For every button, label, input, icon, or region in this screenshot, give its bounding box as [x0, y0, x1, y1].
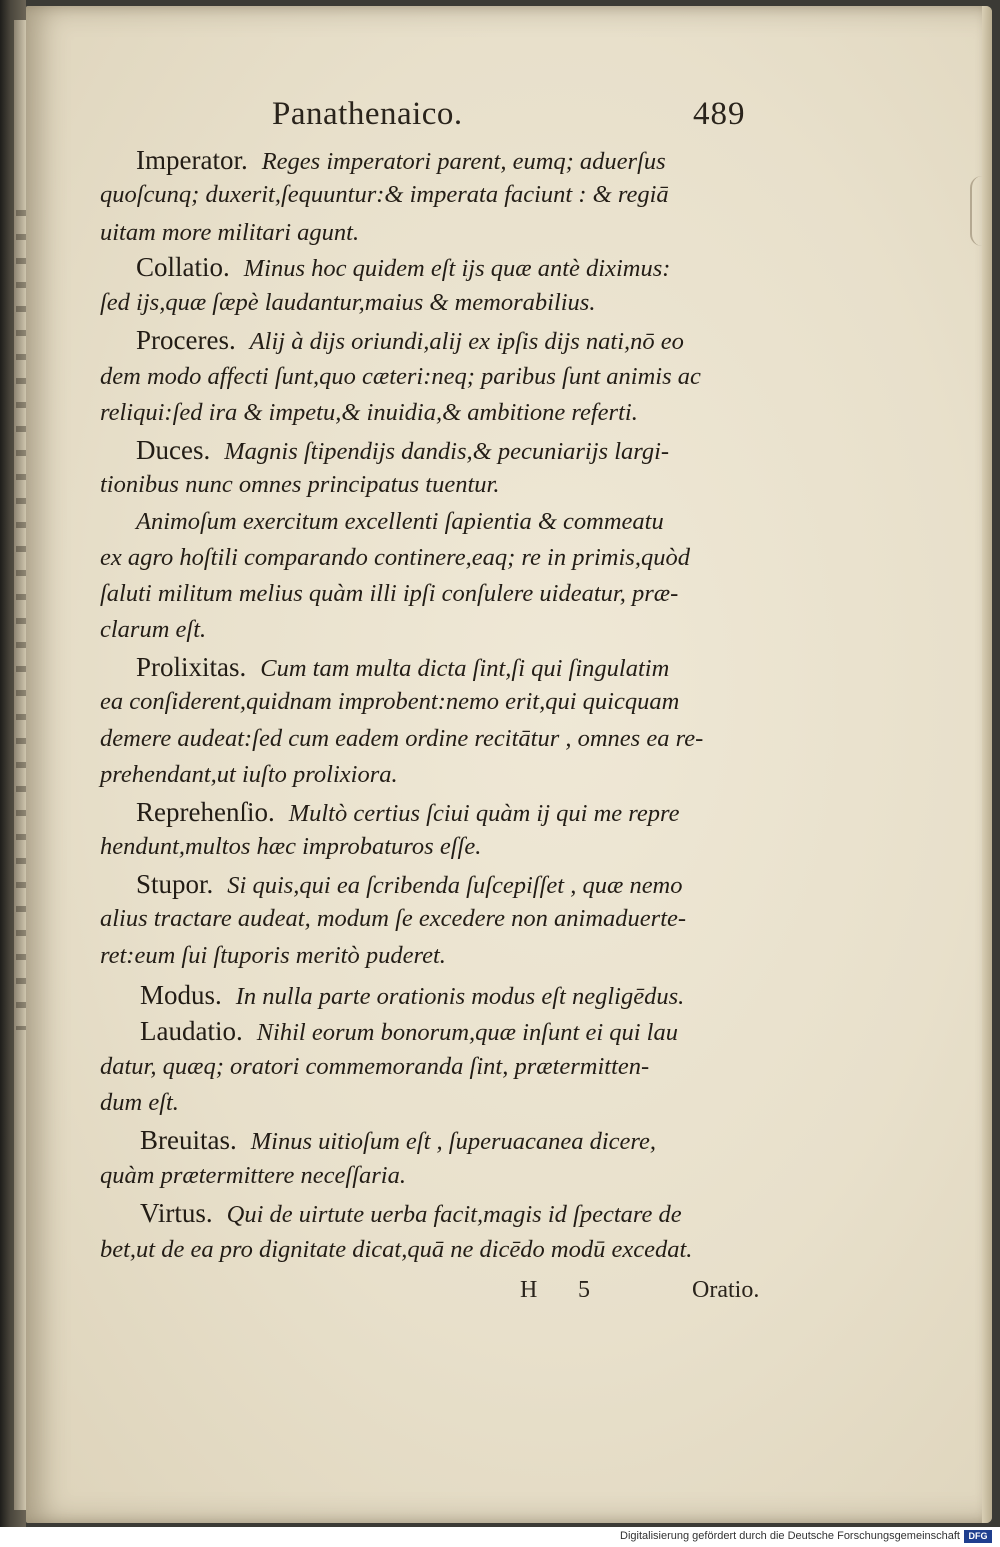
text-line — [136, 871, 683, 899]
line-text: quoſcunq; duxerit,ſequuntur:& imperata faciunt : & regiā — [100, 181, 669, 208]
text-line — [100, 690, 679, 715]
section-heading: Imperator. — [136, 145, 248, 175]
section-heading: Prolixitas. — [136, 652, 247, 682]
line-text: uitam more militari agunt. — [100, 219, 360, 246]
page-number: 489 — [693, 96, 746, 132]
text-line — [100, 1091, 179, 1116]
line-text: quàm prætermittere neceſſaria. — [100, 1162, 406, 1189]
line-text: Animoſum exercitum excellenti ſapientia & commeatu — [136, 508, 664, 535]
section-heading: Duces. — [136, 435, 211, 465]
line-text: ſed ijs,quæ ſæpè laudantur,maius & memorabilius. — [100, 289, 596, 316]
text-line — [100, 221, 359, 246]
section-heading: Virtus. — [140, 1198, 213, 1228]
signature-mark: H — [520, 1277, 538, 1303]
text-line — [100, 1055, 649, 1080]
text-line — [100, 473, 499, 498]
text-line — [100, 183, 669, 208]
section-heading: Breuitas. — [140, 1125, 237, 1155]
text-line — [136, 437, 669, 465]
section-heading: Reprehenſio. — [136, 797, 275, 827]
line-text: Cum tam multa dicta ſint,ſi qui ſingulatim — [260, 655, 670, 682]
section-heading: Stupor. — [136, 869, 214, 899]
line-text: Minus hoc quidem eſt ijs quæ antè diximus: — [243, 255, 671, 282]
text-line — [100, 1238, 692, 1263]
line-text: prehendant,ut iuſto prolixiora. — [100, 761, 398, 788]
line-text: hendunt,multos hæc improbaturos eſſe. — [100, 833, 482, 860]
text-line — [100, 582, 678, 607]
text-line — [140, 1127, 656, 1155]
text-line — [100, 944, 446, 969]
line-text: Si quis,qui ea ſcribenda ſuſcepiſſet , quæ nemo — [227, 872, 683, 899]
text-line — [136, 254, 670, 282]
line-text: demere audeat:ſed cum eadem ordine recitātur , omnes ea re- — [100, 725, 704, 752]
section-heading: Collatio. — [136, 252, 230, 282]
dfg-logo: DFG — [964, 1530, 992, 1543]
line-text: tionibus nunc omnes principatus tuentur. — [100, 471, 500, 498]
line-text: dum eſt. — [100, 1089, 179, 1116]
previous-page-edge — [14, 20, 26, 1510]
text-line — [100, 727, 703, 752]
line-text: Minus uitioſum eſt , ſuperuacanea dicere, — [250, 1128, 657, 1155]
text-line — [136, 327, 684, 355]
line-text: datur, quæq; oratori commemoranda ſint, prætermitten- — [100, 1053, 650, 1080]
text-line — [100, 291, 595, 316]
text-line — [140, 982, 684, 1010]
line-text: ea conſiderent,quidnam improbent:nemo erit,qui quicquam — [100, 688, 680, 715]
line-text: alius tractare audeat, modum ſe excedere non animaduerte- — [100, 905, 687, 932]
text-line — [140, 1018, 678, 1046]
section-heading: Laudatio. — [140, 1016, 243, 1046]
previous-page-text-fragment — [16, 210, 26, 1030]
text-line — [100, 907, 686, 932]
line-text: ret:eum ſui ſtuporis meritò puderet. — [100, 942, 446, 969]
catchword: Oratio. — [692, 1277, 760, 1303]
text-line — [100, 546, 690, 571]
signature-number: 5 — [578, 1277, 590, 1303]
text-line — [136, 147, 666, 175]
line-text: ex agro hoſtili comparando continere,eaq; re in primis,quòd — [100, 544, 690, 571]
line-text: dem modo affecti ſunt,quo cæteri:neq; paribus ſunt animis ac — [100, 363, 701, 390]
line-text: clarum eſt. — [100, 616, 207, 643]
text-line — [100, 618, 206, 643]
line-text: Multò certius ſciui quàm ij qui me repre — [288, 800, 680, 827]
footer-credit: Digitalisierung gefördert durch die Deutsche Forschungsgemeinschaft — [620, 1530, 960, 1542]
line-text: reliqui:ſed ira & impetu,& inuidia,& ambitione referti. — [100, 399, 638, 426]
text-line — [100, 763, 398, 788]
line-text: Magnis ſtipendijs dandis,& pecuniarijs largi- — [224, 438, 670, 465]
line-text: Qui de uirtute uerba facit,magis id ſpectare de — [226, 1201, 682, 1228]
text-line — [100, 835, 481, 860]
running-head: Panathenaico. — [272, 96, 463, 132]
section-heading: Modus. — [140, 980, 222, 1010]
line-text: Nihil eorum bonorum,quæ inſunt ei qui lau — [256, 1019, 678, 1046]
text-line — [100, 401, 638, 426]
line-text: ſaluti militum melius quàm illi ipſi conſulere uideatur, præ- — [100, 580, 679, 607]
line-text: In nulla parte orationis modus eſt negligēdus. — [235, 983, 685, 1010]
section-heading: Proceres. — [136, 325, 236, 355]
line-text: bet,ut de ea pro dignitate dicat,quā ne dicēdo modū excedat. — [100, 1236, 693, 1263]
text-line — [136, 510, 664, 535]
line-text: Alij à dijs oriundi,alij ex ipſis dijs nati,nō eo — [249, 328, 684, 355]
line-text: Reges imperatori parent, eumq; aduerſus — [261, 148, 666, 175]
text-line — [100, 365, 701, 390]
footer-bar — [0, 1527, 1000, 1547]
text-line — [100, 1164, 406, 1189]
text-line — [140, 1200, 682, 1228]
paper-fold-mark — [970, 176, 990, 246]
text-line — [136, 654, 669, 682]
text-line — [136, 799, 680, 827]
